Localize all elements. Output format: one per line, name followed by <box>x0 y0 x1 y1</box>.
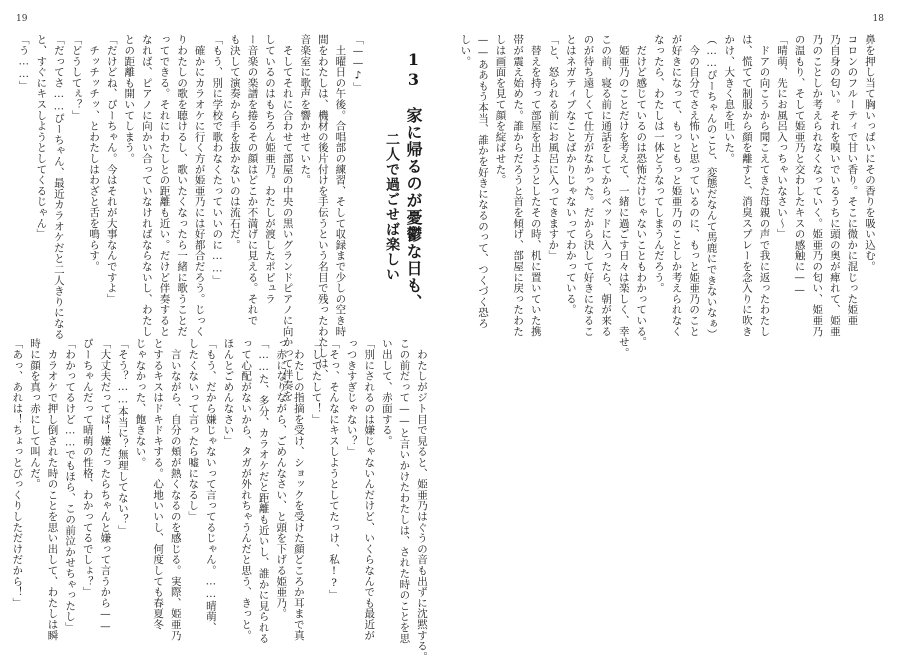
text-line: 音楽室に歌声を響かせていた。 <box>299 34 312 186</box>
text-line: ー音楽の楽譜を捲るその顔はどこか不満げに見える。それで <box>246 34 259 326</box>
text-line: 土曜日の午後。合唱部の練習、そして収録まで少しの空き時 <box>334 34 347 337</box>
text-line: カラオケで押し倒された時のことを思い出して、わたしは瞬 <box>46 338 59 641</box>
text-line: 帯が震え始めた。誰からだろうと首を傾げ、部屋に戻ったわた <box>512 34 525 337</box>
text-line: ——ああもう本当、誰かを好きになるのって、つくづく恐ろ <box>476 34 489 329</box>
text-line: 「だってさ……ぴーちゃん、最近カラオケだと二人きりになる <box>52 34 65 340</box>
text-line: だけど感じているのは恐怖だけじゃないこともわかっている。 <box>635 34 648 348</box>
text-line: この前、寝る前に通話をしてからベッドに入ったら、朝が来る <box>600 34 613 337</box>
text-line: と、すぐにキスしようとしてくるじゃん」 <box>35 34 48 240</box>
text-line: は、慌てて制服から顔を離すと、消臭スプレーを念入りに吹き <box>740 34 753 337</box>
text-line: とはネガティブなことばかりじゃないってわかっている。 <box>564 34 577 315</box>
text-line: 「あっ、あれは！ちょっとびっくりしただけだから！」 <box>11 338 24 608</box>
chapter-heading <box>382 34 424 311</box>
text-line: なったら、わたしは一体どうなってしまうんだろう。 <box>652 34 665 294</box>
text-line: そしてそれに合わせて部屋の中央の黒いグランドピアノに向かって伴奏を <box>281 34 294 402</box>
text-line: 「晴萌、先にお風呂入っちゃいなさい～」 <box>776 34 789 240</box>
page-number: 19 <box>16 14 28 24</box>
text-line: との距離も開いてしまう。 <box>123 34 136 164</box>
text-line: 「……た、多分、カラオケだと距離も近いし、誰かに見られる <box>257 338 270 644</box>
text-line: っつきすぎじゃない？」 <box>345 338 358 457</box>
text-line: この前だって——と言いかけたわたしは、された時のことを思 <box>398 338 411 644</box>
text-line: じゃなかった、飽きない。 <box>134 338 147 468</box>
text-line: したくないって言ったら嘘になるし」 <box>187 338 200 522</box>
text-line: 「と、怒られる前にお風呂に入ってきますか」 <box>547 34 560 261</box>
text-line: ぴーちゃんだって晴萌の性格、わかってるでしょ？」 <box>81 338 94 598</box>
text-line: しているのはもちろん姫亜乃。わたしが渡したポピュラ <box>264 34 277 304</box>
text-line: の温もり、そして姫亜乃と交わしたキスの感触に—— <box>793 34 806 297</box>
body-text <box>459 34 878 358</box>
text-line: 替えを持って部屋を出ようとしたその時、机に置いていた携 <box>529 34 542 337</box>
text-line: 「——♪」 <box>352 34 364 93</box>
text-line: 「別にされるのは嫌じゃないんだけど、いくらなんでも最近が <box>363 338 376 641</box>
text-line: 「だけどね、ぴーちゃん。今はそれが大事なんですよ」 <box>105 34 118 304</box>
text-line: わたしの指摘を受け、ショックを受けた顔どころか耳まで真 <box>292 338 305 641</box>
text-line: も決して演奏から手を抜かないのは流石だ。 <box>228 34 241 250</box>
text-line: かけ、大きく息を吐いた。 <box>723 34 736 164</box>
text-line: 「わかってるけど……でもほら、この前泣かせちゃったし」 <box>64 338 77 633</box>
text-line: 言いながら、自分の頬が熱くなるのを感じる。実際、姫亜乃 <box>169 338 182 641</box>
text-line: 「そう？……本当に？無理してない？」 <box>116 338 129 536</box>
text-line: （……ぴーちゃんのこと、変態だなんて馬鹿にできないなぁ） <box>705 34 718 340</box>
text-line: っ赤になりながら、ごめんなさい、と頭を下げる姫亜乃。 <box>275 338 288 619</box>
text-line: しは画面を見て顔を綻ばせた。 <box>494 34 507 186</box>
text-line: 今の自分でさえ怖いと思っているのに、もっと姫亜乃のこと <box>688 34 701 337</box>
text-line: しい。 <box>459 34 472 67</box>
text-line: 乃自身の匂い。それを嗅いでいるうちに頭の奥が痺れて、姫亜 <box>828 34 841 337</box>
text-line: 「う……」 <box>17 34 30 91</box>
text-line: 「大丈夫だってば！嫌だったらちゃんと嫌って言うから—— <box>99 338 112 633</box>
text-line: りわたしの歌を聴けるし、歌いたくなったら一緒に歌うことだ <box>176 34 189 337</box>
text-line: 「どうしてぇ？」 <box>70 34 83 121</box>
text-line: い出して、赤面する。 <box>380 338 393 446</box>
chapter-title: 13 家に帰るのが憂鬱な日も、 <box>404 50 423 311</box>
text-line: なれば、ピアノに向かい合っていなければならないし、わたし <box>140 34 153 337</box>
text-line: 「してたして！」 <box>310 338 323 425</box>
text-line: ほんとごめんなさい」 <box>222 338 235 446</box>
text-line: 確かにカラオケに行く方が姫亜乃には好都合だろう。じっく <box>193 34 206 337</box>
text-line: わたしがジト目で見ると、姫亜乃はぐうの音も出ずに沈黙する。 <box>416 338 428 662</box>
chapter-subtitle: 二人で過ごせば楽しい <box>384 132 400 282</box>
text-line: ってできる。それにわたしとの距離も近い。だけど伴奏すると <box>158 34 171 337</box>
text-line: 乃のことしか考えられなくなっていく。姫亜乃の匂い、姫亜乃 <box>811 34 824 337</box>
text-line: 姫亜乃のことだけを考えて、一緒に過ごす日々は楽しく、幸せ。 <box>617 34 630 358</box>
text-line: 間をわたしは、機材の後片付けを手伝うという名目で残ったわたしは、 <box>316 34 329 380</box>
text-line: のが待ち遠しくて仕方がなかった。だから決して好きになるこ <box>582 34 595 337</box>
text-line: が好きになって、もっともっと姫亜乃のことしか考えられなく <box>670 34 683 337</box>
text-line: 「もう、だから嫌じゃないって言ってるじゃん。……晴萌、 <box>204 338 217 633</box>
continuation-text <box>11 338 430 662</box>
text-line: 時に顔を真っ赤にして叫んだ。 <box>28 338 41 490</box>
text-line: 鼻を押し当て胸いっぱいにその香りを吸い込む。 <box>864 34 876 272</box>
text-line: 「そっ、そんなにキスしようとしてたっけ、私!?」 <box>328 338 341 601</box>
text-line: チッチッチッ、とわたしはわざと舌を鳴らす。 <box>88 34 101 272</box>
text-line: ドアの向こうから聞こえてきた母親の声で我に返ったわたし <box>758 34 771 337</box>
page-number: 18 <box>872 14 884 24</box>
text-line: って心配がないから、タガが外れちゃうんだと思う、きっと。 <box>240 338 253 641</box>
text-line: コロンのフルーティで甘い香り。そこに微かに混じった姫亜 <box>846 34 859 326</box>
text-line: とするキスはドキドキする。心地いいし、何度しても春夏冬 <box>152 338 165 630</box>
right-page <box>450 0 900 639</box>
text-line: 「もう、別に学校で歌わなくたっていいのに……」 <box>211 34 224 286</box>
